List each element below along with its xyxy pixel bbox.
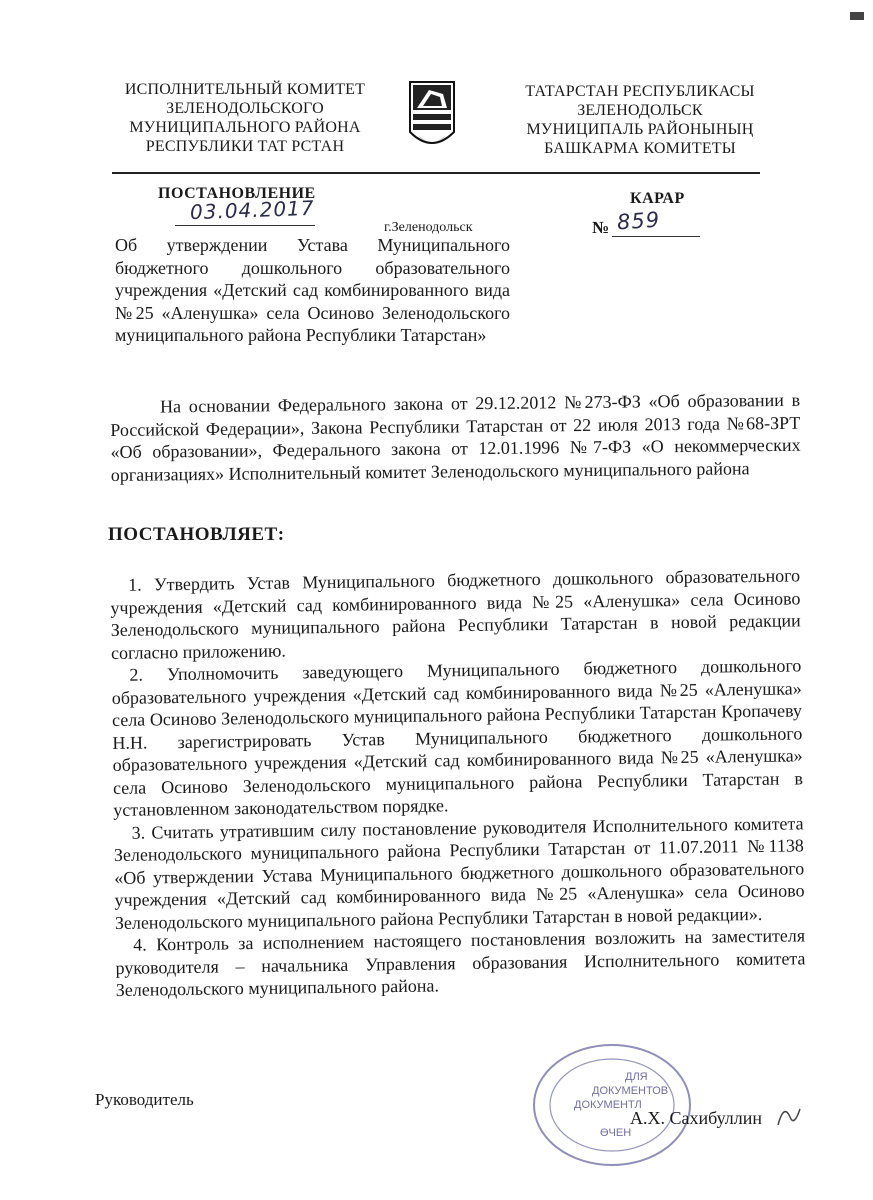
decree-item: 3. Считать утратившим силу постановление руководителя Исполнительного комитета Зеленодольского муниципального района Республики Татарстан от 11.07.2011 №1138 «Об утверждении Устава Муниципального бюджетного дошкольного образовательного учреждения «Детский сад комбинированного вида №25 «Аленушка» села Осиново Зеленодольского муниципального района Республики Татарстан в новой редакции». [113, 812, 805, 933]
decree-item: 4. Контроль за исполнением настоящего постановления возложить на заместителя руководителя – начальника Управления образования Исполнительного комитета Зеленодольского муниципального района. [115, 925, 806, 1000]
number-underline [612, 236, 700, 237]
stamp-line: ДОКУМЕНТЛ [574, 1099, 642, 1111]
header-right-tt [495, 82, 785, 158]
scan-mark [850, 12, 864, 20]
header-left-line: ИСПОЛНИТЕЛЬНЫЙ КОМИТЕТ [124, 81, 366, 98]
signer-name: А.Х. Сахибуллин [630, 1108, 763, 1128]
stamp-icon [530, 1040, 695, 1170]
signer-title: Руководитель [95, 1090, 194, 1109]
decree-items [110, 564, 806, 1001]
legal-basis-paragraph [110, 389, 801, 486]
header-left-line: ЗЕЛЕНОДОЛЬСКОГО [166, 100, 324, 117]
decree-heading: ПОСТАНОВЛЯЕТ: [108, 524, 285, 545]
header-right-line: ТАТАРСТАН РЕСПУБЛИКАСЫ [525, 83, 755, 100]
decree-item: 1. Утвердить Устав Муниципального бюджетного дошкольного образовательного учреждения «Детский сад комбинированного вида №25 «Аленушка» села Осиново Зеленодольского муниципального района Республики Татарстан в новой редакции согласно приложению. [110, 565, 801, 663]
header-left-line: МУНИЦИПАЛЬНОГО РАЙОНА [129, 119, 361, 136]
doc-type-tt: КАРАР [630, 190, 685, 207]
handwritten-date: 03.04.2017 [189, 195, 315, 225]
header-right-line: МУНИЦИПАЛЬ РАЙОНЫНЫҢ [526, 121, 754, 138]
legal-basis-text: На основании Федерального закона от 29.12.2012 №273-ФЗ «Об образовании в Российской Федерации», Закона Республики Татарстан от 22 июля 2013 года №68-ЗРТ «Об образовании», Федерального закона от 12.01.1996 №7-ФЗ «О некоммерческих организациях» Исполнительный комитет Зеленодольского муниципального района [110, 389, 801, 485]
date-underline [175, 225, 315, 226]
stamp-line: ӨЧЕН [600, 1127, 632, 1139]
header-left-line: РЕСПУБЛИКИ ТАТ РСТАН [145, 138, 345, 155]
document-subject: Об утверждении Устава Муниципального бюджетного дошкольного образовательного учреждения «Детский сад комбинированного вида №25 «Аленушка» села Осиново Зеленодольского муниципального района Республики Татарстан» [115, 235, 510, 345]
header-right-line: ЗЕЛЕНОДОЛЬСК [577, 102, 703, 119]
number-label: № [592, 218, 610, 237]
handwritten-number: 859 [616, 207, 661, 235]
coat-of-arms-icon [407, 80, 457, 155]
signature-scribble-icon [770, 1095, 810, 1135]
header-left-ru [95, 80, 395, 156]
header-divider [112, 172, 760, 174]
stamp-line: ДОКУМЕНТОВ [592, 1085, 669, 1097]
stamp-line: ДЛЯ [625, 1071, 648, 1083]
city-label: г.Зеленодольск [384, 220, 473, 235]
doc-type-ru: ПОСТАНОВЛЕНИЕ [158, 185, 316, 202]
header-right-line: БАШКАРМА КОМИТЕТЫ [544, 140, 736, 157]
decree-item: 2. Уполномочить заведующего Муниципального бюджетного дошкольного образовательного учреждения «Детский сад комбинированного вида №25 «Аленушка» села Осиново Зеленодольского муниципального района Республики Татарстан Кропачеву Н.Н. зарегистрировать Устав Муниципального бюджетного дошкольного образовательного учреждения «Детский сад комбинированного вида №25 «Аленушка» села Осиново Зеленодольского муниципального района Республики Татарстан в установленном законодательством порядке. [111, 655, 804, 820]
